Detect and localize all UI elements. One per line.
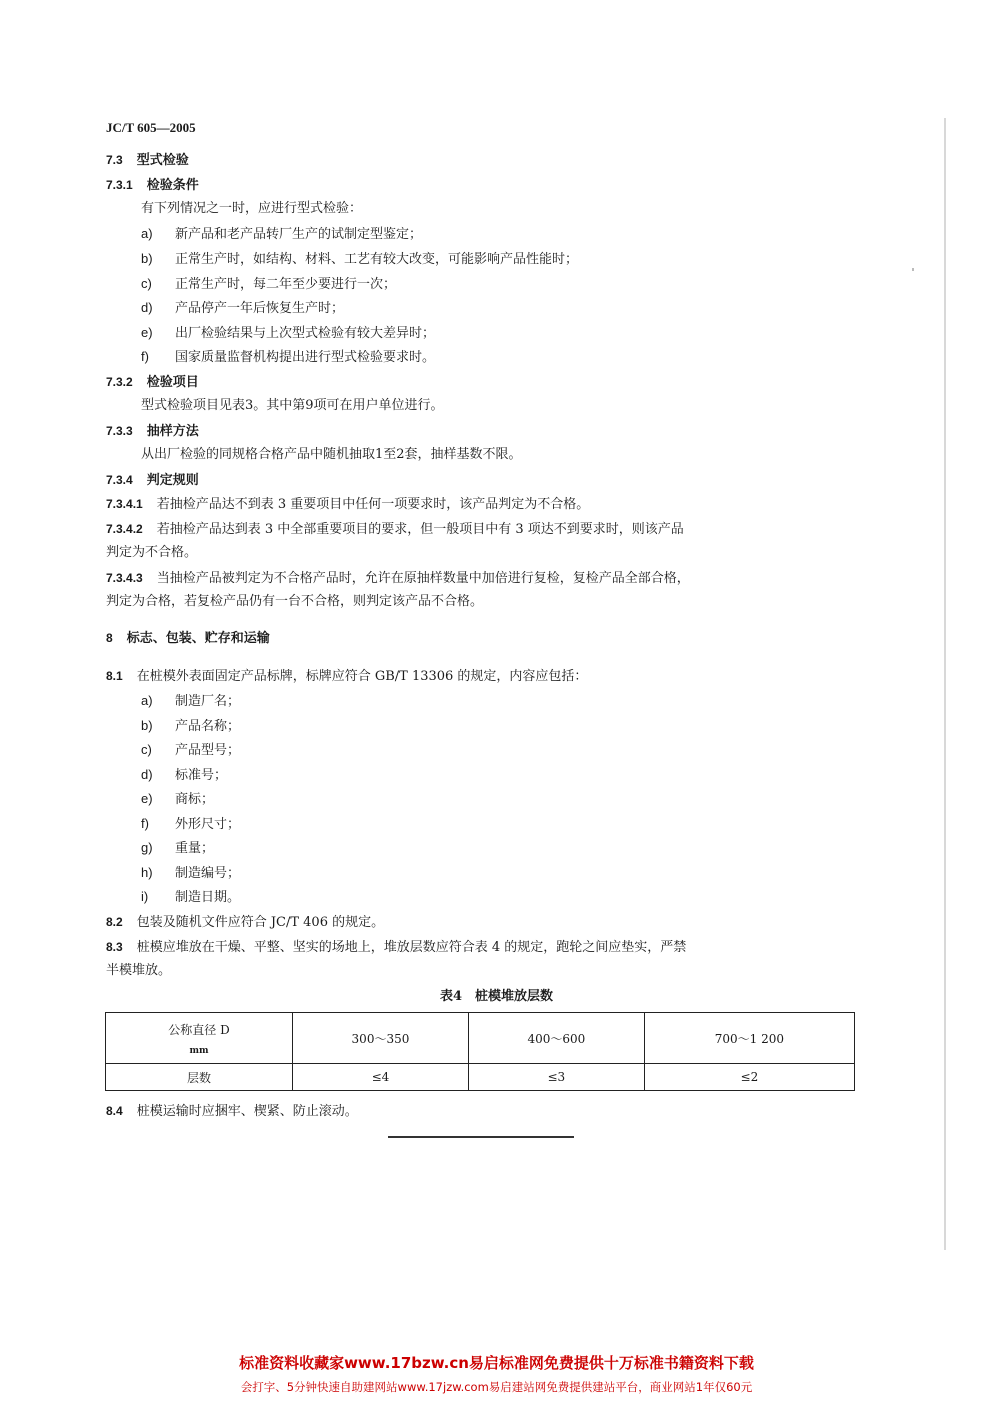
- clause-7-3-4-3-cont: 判定为合格，若复检产品仍有一台不合格，则判定该产品不合格。: [106, 594, 484, 609]
- stacking-layers-table: [105, 1012, 855, 1091]
- nominal-diameter-label: 公称直径 D: [168, 1022, 230, 1037]
- section-8-heading: 8 标志、包装、贮存和运输: [106, 631, 270, 646]
- clause-8-4: 8.4 桩模运输时应捆牢、楔紧、防止滚动。: [106, 1104, 358, 1119]
- unit-label: mm: [189, 1045, 209, 1056]
- table-header-cell: 层数: [106, 1064, 293, 1091]
- table-cell: 300～350: [293, 1013, 469, 1064]
- list-item: a) 新产品和老产品转厂生产的试制定型鉴定；: [141, 226, 423, 242]
- clause-8-3: 8.3 桩模应堆放在干燥、平整、坚实的场地上，堆放层数应符合表 4 的规定，跑轮之间应垫实，严禁: [106, 940, 687, 955]
- list-item: i) 制造日期。: [141, 889, 241, 905]
- watermark-footer-line2: 会打字、5分钟快速自助建网站www.17jzw.com易启建站网免费提供建站平台，商业网站1年仅60元: [240, 1380, 753, 1394]
- table-cell: ≤4: [293, 1064, 469, 1091]
- standard-code-header: JC/T 605—2005: [106, 120, 196, 135]
- list-item: e) 商标；: [141, 791, 215, 807]
- section-7-3-4-heading: 7.3.4 判定规则: [106, 473, 199, 488]
- section-7-3-1-heading: 7.3.1 检验条件: [106, 178, 199, 193]
- list-item: d) 产品停产一年后恢复生产时；: [141, 300, 345, 316]
- list-item: h) 制造编号；: [141, 865, 241, 881]
- clause-8-3-cont: 半模堆放。: [106, 963, 172, 978]
- scan-speck: [912, 268, 914, 271]
- table-header-cell: [106, 1013, 293, 1064]
- table-cell: ≤3: [468, 1064, 644, 1091]
- list-item: d) 标准号；: [141, 767, 228, 783]
- list-item: e) 出厂检验结果与上次型式检验有较大差异时；: [141, 325, 436, 341]
- table-cell: 700～1 200: [644, 1013, 854, 1064]
- watermark-footer-line1: 标准资料收藏家www.17bzw.cn易启标准网免费提供十万标准书籍资料下载: [239, 1354, 754, 1372]
- list-item: b) 正常生产时，如结构、材料、工艺有较大改变，可能影响产品性能时；: [141, 251, 579, 267]
- list-item: c) 产品型号；: [141, 742, 241, 758]
- table-caption: 表4 桩模堆放层数: [439, 989, 554, 1004]
- clause-7-3-4-3: 7.3.4.3 当抽检产品被判定为不合格产品时，允许在原抽样数量中加倍进行复检，复检产品全部合格，: [106, 571, 690, 586]
- section-7-3-2-heading: 7.3.2 检验项目: [106, 375, 199, 390]
- list-item: c) 正常生产时，每二年至少要进行一次；: [141, 276, 397, 292]
- clause-7-3-4-1: 7.3.4.1 若抽检产品达不到表 3 重要项目中任何一项要求时，该产品判定为不合格。: [106, 497, 590, 512]
- clause-8-1: 8.1 在桩模外表面固定产品标牌，标牌应符合 GB/T 13306 的规定，内容应包括：: [106, 669, 588, 684]
- list-item: f) 国家质量监督机构提出进行型式检验要求时。: [141, 349, 436, 365]
- list-item: f) 外形尺寸；: [141, 816, 241, 832]
- section-7-3-3-heading: 7.3.3 抽样方法: [106, 424, 199, 439]
- list-item: g) 重量；: [141, 840, 215, 856]
- page-edge-rule: [944, 118, 946, 1250]
- table-row: [106, 1064, 855, 1091]
- list-item: b) 产品名称；: [141, 718, 241, 734]
- table-row: [106, 1013, 855, 1064]
- section-7-3-3-text: 从出厂检验的同规格合格产品中随机抽取1至2套，抽样基数不限。: [141, 447, 522, 462]
- table-cell: 400～600: [468, 1013, 644, 1064]
- clause-7-3-4-2: 7.3.4.2 若抽检产品达到表 3 中全部重要项目的要求，但一般项目中有 3 项达不到要求时，则该产品: [106, 522, 684, 537]
- section-7-3-2-text: 型式检验项目见表3。其中第9项可在用户单位进行。: [141, 398, 444, 413]
- table-cell: ≤2: [644, 1064, 854, 1091]
- clause-8-2: 8.2 包装及随机文件应符合 JC/T 406 的规定。: [106, 915, 385, 930]
- section-7-3-heading: 7.3 型式检验: [106, 153, 189, 168]
- clause-7-3-4-2-cont: 判定为不合格。: [106, 545, 198, 560]
- list-item: a) 制造厂名；: [141, 693, 241, 709]
- section-7-3-1-intro: 有下列情况之一时，应进行型式检验：: [141, 201, 363, 216]
- end-of-standard-rule: [388, 1136, 574, 1138]
